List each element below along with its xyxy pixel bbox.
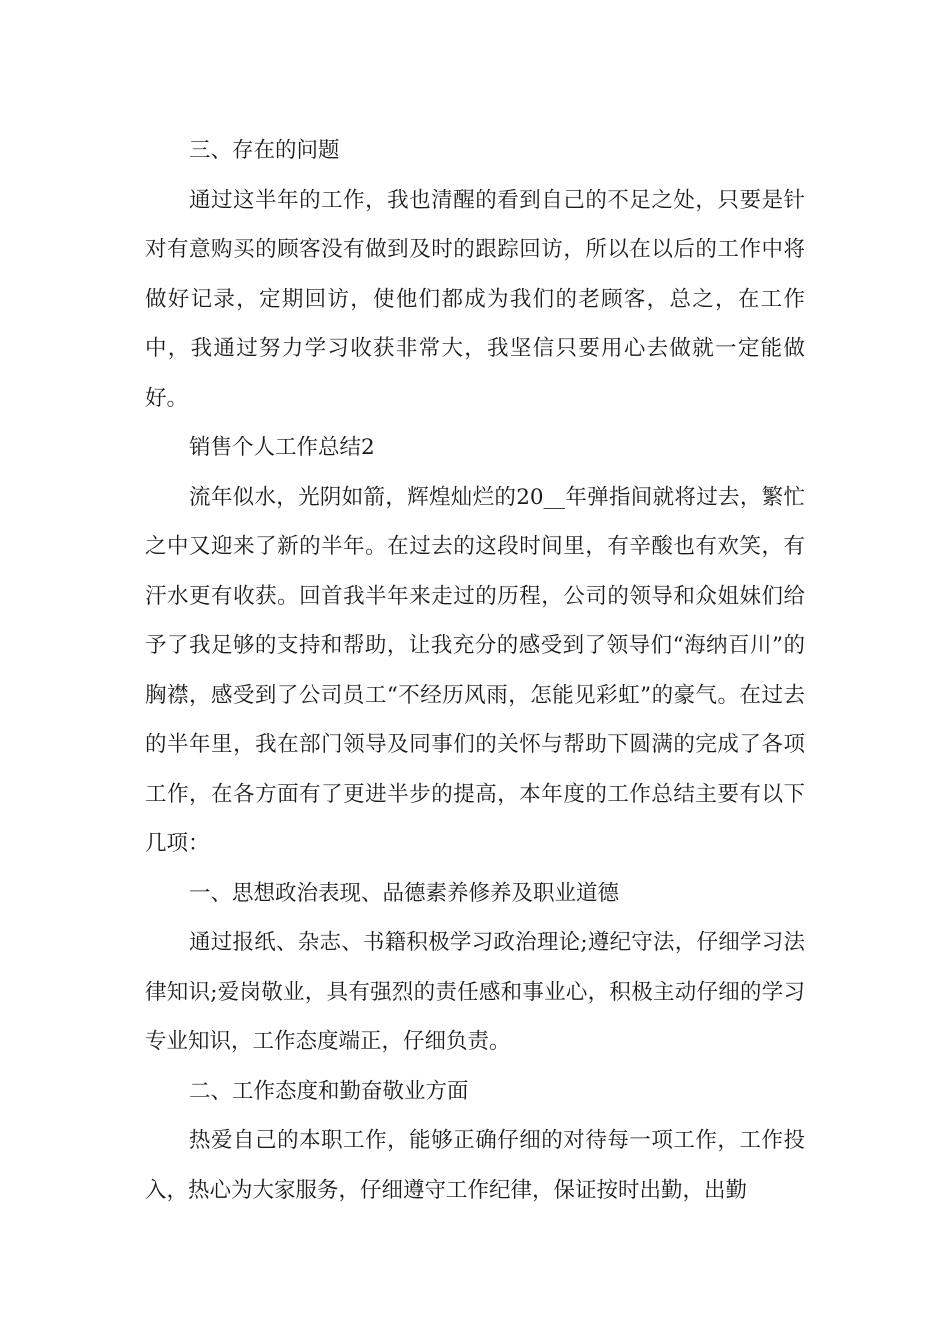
paragraph-intro: 流年似水，光阴如箭，辉煌灿烂的20__年弹指间就将过去，繁忙之中又迎来了新的半年。在过去的这段时间里，有辛酸也有欢笑，有汗水更有收获。回首我半年来走过的历程，公司的领导和众姐妹们给予了我足够的支持和帮助，让我充分的感受到了领导们“海纳百川”的胸襟，感受到了公司员工“不经历风雨，怎能见彩虹”的豪气。在过去的半年里，我在部门领导及同事们的关怀与帮助下圆满的完成了各项工作，在各方面有了更进半步的提高，本年度的工作总结主要有以下几项： [145, 484, 805, 856]
section-heading-ethics: 一、思想政治表现、品德素养修养及职业道德 [189, 880, 620, 906]
paragraph-attitude: 热爱自己的本职工作，能够正确仔细的对待每一项工作，工作投入，热心为大家服务，仔细遵守工作纪律，保证按时出勤，出勤 [145, 1128, 805, 1203]
section-heading-problems: 三、存在的问题 [189, 138, 340, 163]
paragraph-ethics: 通过报纸、杂志、书籍积极学习政治理论;遵纪守法，仔细学习法律知识;爱岗敬业，具有强烈的责任感和事业心，积极主动仔细的学习专业知识，工作态度端正，仔细负责。 [145, 930, 805, 1054]
paragraph-problems: 通过这半年的工作，我也清醒的看到自己的不足之处，只要是针对有意购买的顾客没有做到及时的跟踪回访，所以在以后的工作中将做好记录，定期回访，使他们都成为我们的老顾客，总之，在工作中，我通过努力学习收获非常大，我坚信只要用心去做就一定能做好。 [145, 187, 805, 411]
section-heading-attitude: 二、工作态度和勤奋敬业方面 [189, 1078, 469, 1104]
document-body [145, 126, 805, 1215]
document-title-summary-2: 销售个人工作总结2 [189, 435, 375, 460]
